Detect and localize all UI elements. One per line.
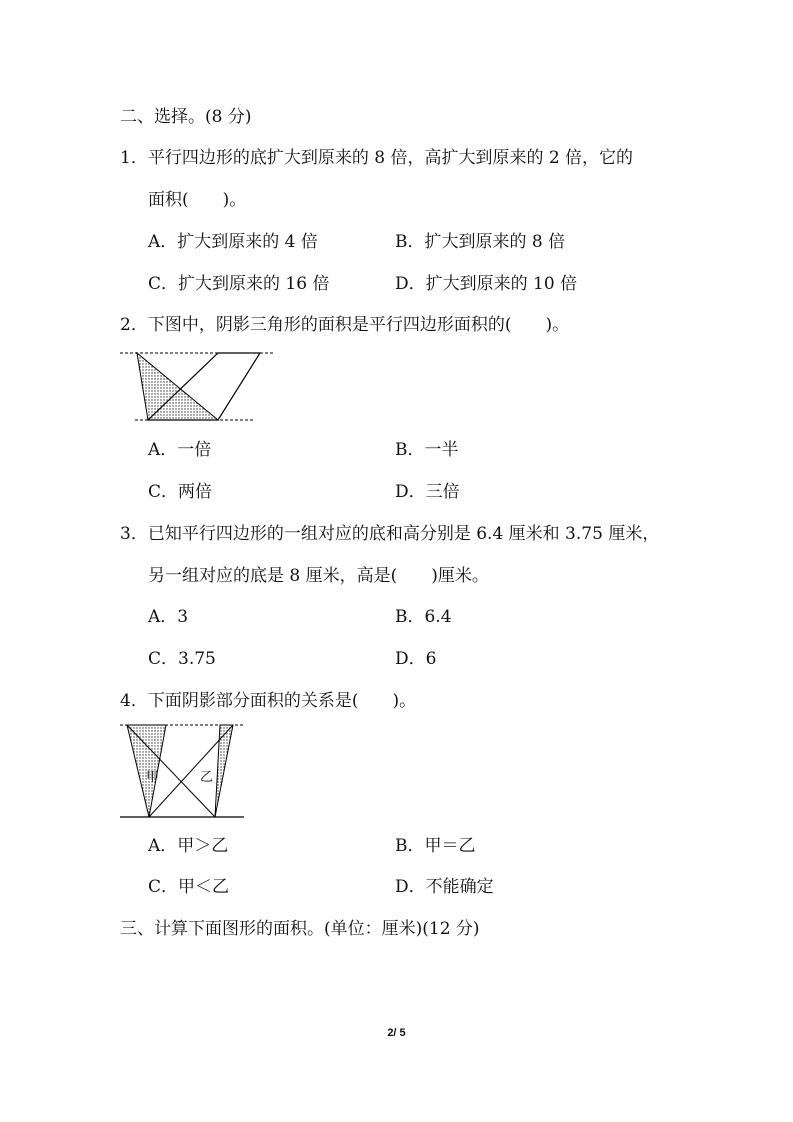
question-4-text: 4．下面阴影部分面积的关系是( )。	[120, 691, 417, 711]
question-3-option-d[interactable]: D．6	[395, 649, 437, 669]
question-2-option-a[interactable]: A．一倍	[148, 440, 212, 460]
question-4-option-b[interactable]: B．甲＝乙	[395, 836, 476, 856]
question-3-option-a[interactable]: A．3	[148, 607, 189, 627]
question-2-option-d[interactable]: D．三倍	[395, 482, 460, 502]
question-4-option-c[interactable]: C．甲＜乙	[148, 877, 230, 897]
question-1-option-a[interactable]: A．扩大到原来的 4 倍	[148, 232, 318, 252]
question-3-option-c[interactable]: C．3.75	[148, 649, 216, 669]
shaded-triangle-yi	[215, 725, 233, 817]
page-number: 2/ 5	[387, 1027, 406, 1039]
question-3-text: 3．已知平行四边形的一组对应的底和高分别是 6.4 厘米和 3.75 厘米，	[120, 524, 660, 544]
question-4-option-d[interactable]: D．不能确定	[395, 877, 494, 897]
section-3-heading: 三、计算下面图形的面积。(单位：厘米)(12 分)	[120, 919, 480, 939]
question-3-option-b[interactable]: B．6.4	[395, 607, 452, 627]
question-2-option-c[interactable]: C．两倍	[148, 482, 213, 502]
question-2-option-b[interactable]: B．一半	[395, 440, 459, 460]
question-1-text-cont: 面积( )。	[148, 190, 247, 210]
question-2-text: 2．下图中，阴影三角形的面积是平行四边形面积的( )。	[120, 315, 570, 335]
question-4-option-a[interactable]: A．甲＞乙	[148, 836, 229, 856]
figure-label-yi: 乙	[200, 770, 214, 785]
section-2-heading: 二、选择。(8 分)	[120, 107, 252, 127]
question-3-text-cont: 另一组对应的底是 8 厘米，高是( )厘米。	[148, 566, 489, 586]
question-1-option-d[interactable]: D．扩大到原来的 10 倍	[395, 274, 578, 294]
question-4-figure	[118, 718, 248, 822]
question-1-option-b[interactable]: B．扩大到原来的 8 倍	[395, 232, 566, 252]
figure-label-jia: 甲	[146, 770, 160, 785]
question-1-option-c[interactable]: C．扩大到原来的 16 倍	[148, 274, 330, 294]
shaded-triangle	[137, 353, 218, 420]
question-1-text: 1．平行四边形的底扩大到原来的 8 倍，高扩大到原来的 2 倍，它的	[120, 148, 634, 168]
question-2-parallelogram-figure	[115, 345, 285, 427]
